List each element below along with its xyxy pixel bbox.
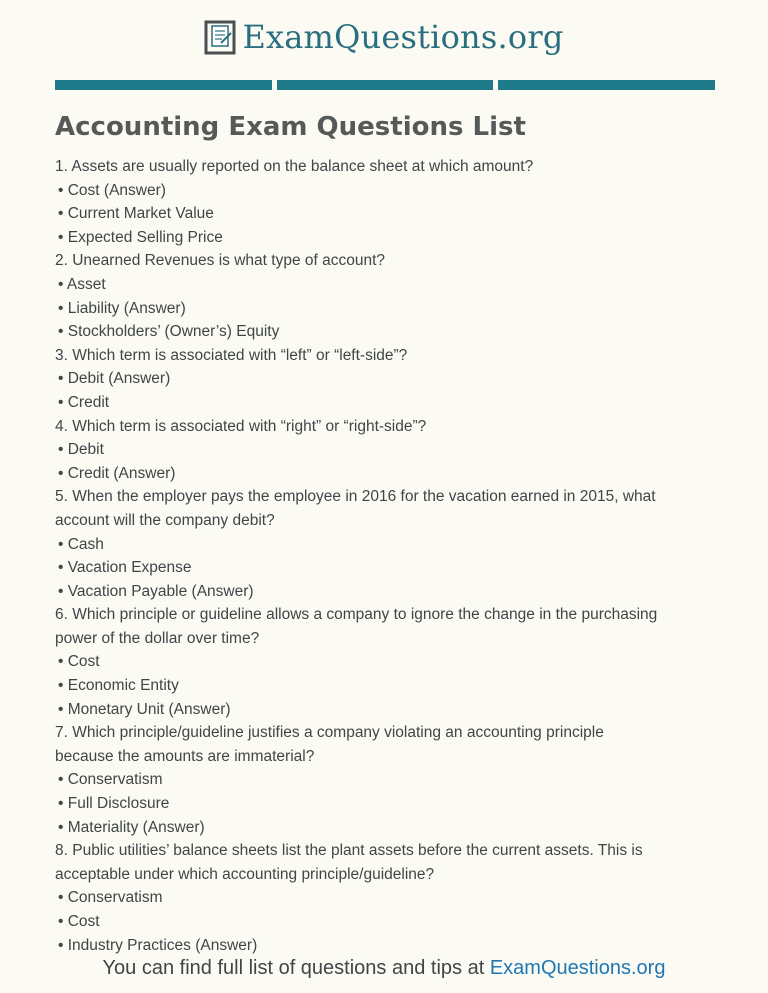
answer-option: • Full Disclosure	[58, 795, 170, 813]
answer-option: • Cash	[58, 535, 104, 553]
answer-option: • Cost	[58, 913, 100, 930]
answer-option: • Vacation Expense	[58, 559, 192, 577]
answer-option: • Conservatism	[58, 889, 163, 907]
question-text: 2. Unearned Revenues is what type of account?	[55, 252, 386, 270]
question-text: 7. Which principle/guideline justifies a company violating an accounting principle	[55, 724, 604, 742]
divider-bar	[277, 80, 494, 90]
answer-option: • Industry Practices (Answer)	[58, 936, 258, 954]
answer-option: • Vacation Payable (Answer)	[58, 582, 254, 600]
answer-option: • Cost (Answer)	[58, 181, 166, 199]
answer-option: • Liability (Answer)	[58, 299, 186, 317]
question-text: 6. Which principle or guideline allows a company to ignore the change in the purchasing	[55, 606, 658, 624]
question-text: 5. When the employer pays the employee in 2016 for the vacation earned in 2015, what	[55, 488, 656, 506]
site-header	[0, 18, 768, 56]
question-text: 1. Assets are usually reported on the balance sheet at which amount?	[55, 158, 534, 175]
answer-option: • Current Market Value	[58, 205, 214, 223]
question-text: because the amounts are immaterial?	[55, 747, 315, 765]
answer-option: • Debit (Answer)	[58, 370, 171, 388]
question-text: acceptable under which accounting principle/guideline?	[55, 865, 435, 883]
question-text: power of the dollar over time?	[55, 629, 260, 647]
page-title: Accounting Exam Questions List	[55, 112, 526, 142]
answer-option: • Monetary Unit (Answer)	[58, 700, 231, 718]
answer-option: • Expected Selling Price	[58, 228, 223, 246]
answer-option: • Stockholders’ (Owner’s) Equity	[58, 323, 280, 341]
footer-text: You can find full list of questions and tips at	[102, 957, 490, 979]
exam-sheet-icon	[204, 19, 238, 55]
answer-option: • Economic Entity	[58, 677, 179, 695]
question-text: 3. Which term is associated with “left” or “left-side”?	[55, 346, 408, 364]
answer-option: • Materiality (Answer)	[58, 818, 205, 836]
footer-link[interactable]: ExamQuestions.org	[489, 957, 666, 979]
divider-bar	[498, 80, 715, 90]
answer-option: • Credit	[58, 393, 110, 411]
answer-option: • Cost	[58, 653, 100, 671]
header-divider-bars	[55, 80, 715, 90]
question-text: account will the company debit?	[55, 511, 275, 529]
site-logo-text[interactable]: ExamQuestions.org	[242, 18, 564, 56]
answer-option: • Credit (Answer)	[58, 464, 176, 482]
footer-note	[0, 957, 768, 980]
answer-option: • Debit	[58, 441, 104, 459]
divider-bar	[55, 80, 272, 90]
answer-option: • Asset	[58, 275, 106, 293]
question-text: 8. Public utilities’ balance sheets list the plant assets before the current assets. This is	[55, 842, 643, 860]
answer-option: • Conservatism	[58, 771, 163, 789]
question-list	[55, 155, 715, 957]
question-text: 4. Which term is associated with “right” or “right-side”?	[55, 417, 427, 435]
